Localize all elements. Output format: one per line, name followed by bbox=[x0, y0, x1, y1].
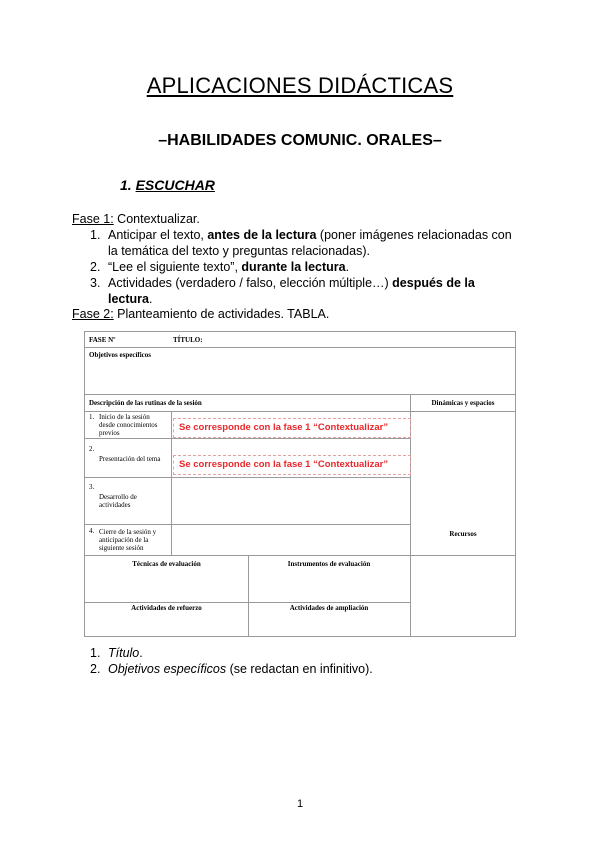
row2-num: 2. bbox=[89, 445, 95, 453]
objetivos-label: Objetivos específicos bbox=[89, 351, 152, 359]
page-subtitle: –HABILIDADES COMUNIC. ORALES– bbox=[158, 132, 442, 149]
fase1-label: Fase 1: bbox=[72, 212, 114, 226]
titulo-label: TÍTULO: bbox=[173, 336, 203, 344]
fase1-list bbox=[90, 227, 520, 307]
fase1-note-2: Se corresponde con la fase 1 “Contextualizar” bbox=[179, 459, 389, 470]
row3-num: 3. bbox=[89, 483, 95, 491]
page-number: 1 bbox=[296, 798, 304, 810]
list-item: 2. Objetivos específicos (se redactan en infinitivo). bbox=[90, 662, 373, 676]
section-heading bbox=[120, 177, 215, 193]
tecnicas-label: Técnicas de evaluación bbox=[132, 560, 201, 568]
row3-text: Desarrollo de actividades bbox=[99, 493, 137, 509]
list-item: 1. Anticipar el texto, antes de la lectura (poner imágenes relacionadas con la temática del texto y preguntas relacionadas). bbox=[90, 228, 512, 258]
fase2-heading bbox=[72, 306, 329, 322]
page-title: APLICACIONES DIDÁCTICAS bbox=[146, 73, 454, 98]
dinamicas-label: Dinámicas y espacios bbox=[431, 399, 495, 407]
section-label: ESCUCHAR bbox=[135, 177, 215, 193]
refuerzo-label: Actividades de refuerzo bbox=[131, 604, 202, 612]
fase1-note-1: Se corresponde con la fase 1 “Contextualizar” bbox=[179, 422, 389, 433]
list-item: 3. Actividades (verdadero / falso, elección múltiple…) después de la lectura. bbox=[90, 276, 475, 306]
fase1-text: Contextualizar. bbox=[113, 212, 200, 226]
descripcion-label: Descripción de las rutinas de la sesión bbox=[89, 399, 202, 407]
row4-num: 4. bbox=[89, 527, 95, 535]
section-number: 1. bbox=[120, 177, 132, 193]
row2-text: Presentación del tema bbox=[99, 455, 161, 463]
row1-num: 1. bbox=[89, 413, 95, 421]
session-table bbox=[84, 331, 516, 637]
bottom-list bbox=[90, 645, 520, 677]
fase-label: FASE Nº bbox=[89, 336, 116, 344]
fase1-heading bbox=[72, 211, 200, 227]
recursos-label: Recursos bbox=[449, 530, 477, 538]
instrumentos-label: Instrumentos de evaluación bbox=[287, 560, 371, 568]
row4-text: Cierre de la sesión y anticipación de la siguiente sesión bbox=[99, 528, 157, 552]
list-item: 2. “Lee el siguiente texto”, durante la lectura. bbox=[90, 260, 350, 274]
fase2-label: Fase 2: bbox=[72, 307, 114, 321]
list-item: 1. Título. bbox=[90, 646, 143, 660]
fase2-text: Planteamiento de actividades. TABLA. bbox=[113, 307, 330, 321]
row1-text: Inicio de la sesión desde conocimientos previos bbox=[99, 413, 158, 437]
ampliacion-label: Actividades de ampliación bbox=[289, 604, 369, 612]
